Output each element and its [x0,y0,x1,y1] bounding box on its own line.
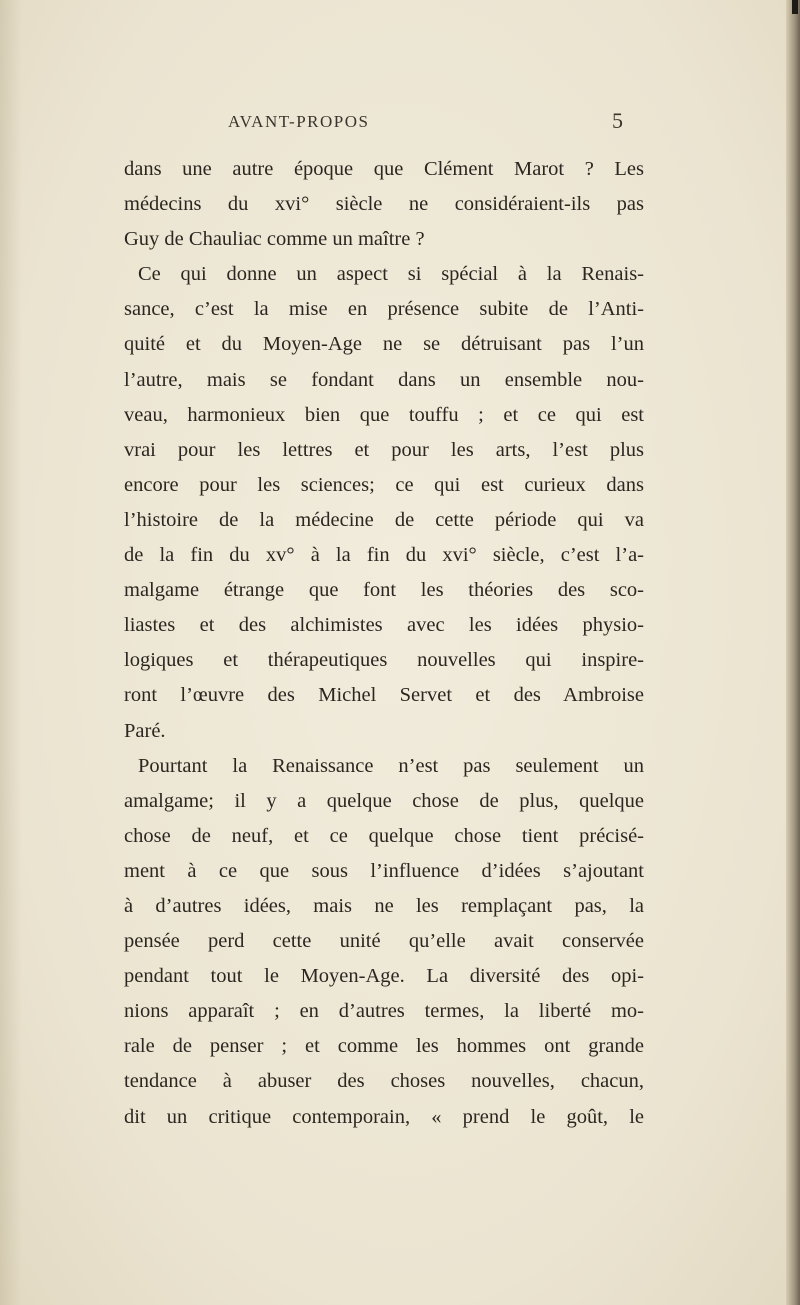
running-head [0,108,800,134]
text-line: liastes et des alchimistes avec les idées physio- [124,614,644,637]
text-line: chose de neuf, et ce quelque chose tient précisé- [124,824,644,847]
text-line: à d’autres idées, mais ne les remplaçant pas, la [124,894,644,917]
text-line: rale de penser ; et comme les hommes ont grande [124,1035,644,1058]
text-line: pendant tout le Moyen-Age. La diversité des opi- [124,965,644,988]
page-number: 5 [612,108,623,133]
text-line: pensée perd cette unité qu’elle avait conservée [124,930,644,953]
edge-mark [792,0,798,14]
body-text [124,152,644,1135]
text-line: sance, c’est la mise en présence subite de l’Anti- [124,298,644,321]
text-line: l’histoire de la médecine de cette période qui va [124,508,644,531]
text-line: quité et du Moyen-Age ne se détruisant pas l’un [124,333,644,356]
text-line: Ce qui donne un aspect si spécial à la Renais- [138,263,644,286]
text-line: veau, harmonieux bien que touffu ; et ce qui est [124,403,644,426]
text-line: Pourtant la Renaissance n’est pas seulement un [138,754,644,777]
running-title: AVANT-PROPOS [228,112,370,131]
page-edge [786,0,800,1305]
text-line: Paré. [124,719,166,742]
text-line: dans une autre époque que Clément Marot ? Les [124,158,644,180]
text-line: tendance à abuser des choses nouvelles, chacun, [124,1070,644,1093]
text-line: encore pour les sciences; ce qui est curieux dans [124,473,644,496]
text-line: amalgame; il y a quelque chose de plus, quelque [124,789,644,812]
text-line: dit un critique contemporain, « prend le goût, le [124,1105,644,1128]
text-line: ront l’œuvre des Michel Servet et des Ambroise [124,684,644,707]
text-line: Guy de Chauliac comme un maître ? [124,228,425,251]
text-line: ment à ce que sous l’influence d’idées s’ajoutant [124,859,644,882]
text-line: vrai pour les lettres et pour les arts, l’est plus [124,438,644,461]
text-line: l’autre, mais se fondant dans un ensemble nou- [124,368,644,391]
text-line: nions apparaît ; en d’autres termes, la liberté mo- [124,1000,644,1023]
text-line: de la fin du xv° à la fin du xvi° siècle, c’est l’a- [124,544,644,567]
page-gutter-shadow [0,0,22,1305]
text-line: médecins du xvi° siècle ne considéraient-ils pas [124,193,644,216]
text-line: logiques et thérapeutiques nouvelles qui inspire- [124,649,644,672]
text-line: malgame étrange que font les théories des sco- [124,579,644,602]
